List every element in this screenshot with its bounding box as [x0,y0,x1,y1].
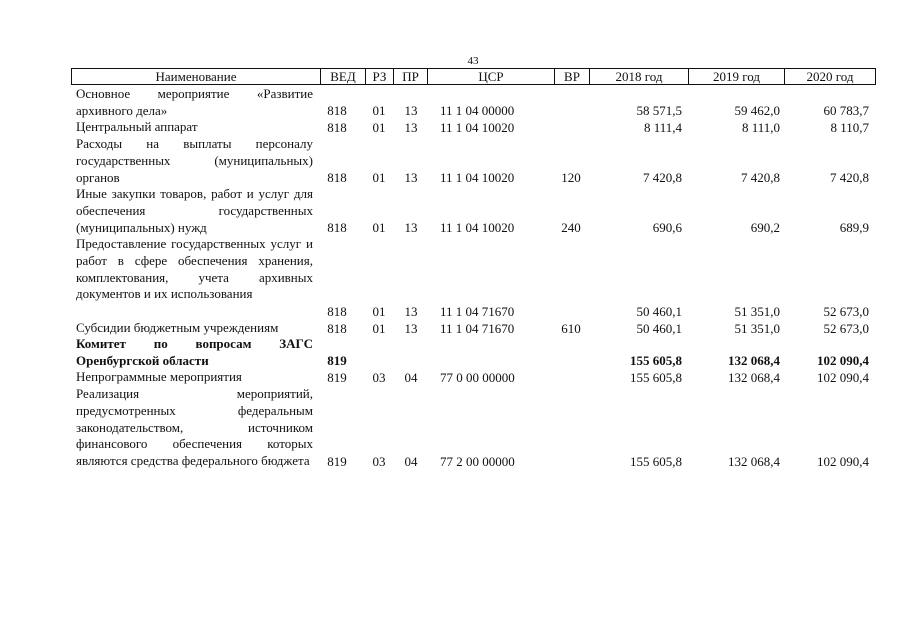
row-rz: 01 [372,103,386,118]
row-ved: 819 [327,454,347,469]
row-2018: 155 605,8 [630,454,682,469]
row-2018: 58 571,5 [636,103,682,118]
row-name: Комитет по вопросам ЗАГС Оренбургской области [76,336,313,368]
row-pr: 04 [404,370,418,385]
row-2019: 59 462,0 [734,103,780,118]
row-vr: 120 [561,170,581,185]
row-rz: 01 [372,170,386,185]
row-2019: 51 351,0 [734,321,780,336]
row-name: Иные закупки товаров, работ и услуг для обеспечения государственных (муниципальных) нужд [76,186,313,235]
row-pr: 13 [404,120,418,135]
row-ved: 819 [327,353,347,368]
row-2019: 132 068,4 [728,454,780,469]
row-2018: 7 420,8 [643,170,682,185]
row-2018: 8 111,4 [643,120,682,135]
row-2018: 50 460,1 [636,304,682,319]
row-name: Основное мероприятие «Развитие архивного дела» [76,86,313,118]
header-csr: ЦСР [427,69,554,84]
row-name: Непрограммные мероприятия [76,369,242,384]
row-name: Субсидии бюджетным учреждениям [76,320,279,335]
row-pr: 04 [404,454,418,469]
row-rz: 01 [372,120,386,135]
row-2018: 690,6 [652,220,682,235]
row-pr: 13 [404,321,418,336]
row-csr: 11 1 04 71670 [440,304,515,319]
row-ved: 818 [327,170,347,185]
row-ved: 819 [327,370,347,385]
row-pr: 13 [404,103,418,118]
row-2020: 689,9 [839,220,869,235]
row-2019: 51 351,0 [734,304,780,319]
row-2020: 60 783,7 [823,103,869,118]
header-2019: 2019 год [688,69,784,84]
row-csr: 11 1 04 10020 [440,120,515,135]
row-2018: 155 605,8 [630,370,682,385]
row-2019: 7 420,8 [741,170,780,185]
header-vr: ВР [554,69,589,84]
row-2018: 155 605,8 [630,353,682,368]
row-2020: 102 090,4 [817,454,869,469]
row-pr: 13 [404,170,418,185]
row-pr: 13 [404,304,418,319]
row-csr: 11 1 04 10020 [440,220,515,235]
row-csr: 11 1 04 00000 [440,103,515,118]
row-name: Центральный аппарат [76,119,198,134]
row-pr: 13 [404,220,418,235]
row-csr: 11 1 04 10020 [440,170,515,185]
row-rz: 03 [372,370,386,385]
header-2020: 2020 год [784,69,875,84]
row-2020: 52 673,0 [823,321,869,336]
row-2019: 132 068,4 [728,370,780,385]
row-2018: 50 460,1 [636,321,682,336]
header-rz: РЗ [365,69,393,84]
row-ved: 818 [327,304,347,319]
row-name: Предоставление государственных услуг и работ в сфере обеспечения хранения, комплектования, учета архивных документов и их использования [76,236,313,302]
row-rz: 03 [372,454,386,469]
row-vr: 240 [561,220,581,235]
row-2020: 52 673,0 [823,304,869,319]
header-pr: ПР [393,69,427,84]
row-rz: 01 [372,220,386,235]
row-ved: 818 [327,220,347,235]
row-name: Реализация мероприятий, предусмотренных федеральным законодательством, источником финансового обеспечения которых являются средства федерального бюджета [76,386,313,469]
row-2020: 7 420,8 [830,170,869,185]
row-vr: 610 [561,321,581,336]
row-2020: 102 090,4 [817,370,869,385]
row-ved: 818 [327,321,347,336]
header-2018: 2018 год [589,69,688,84]
row-name: Расходы на выплаты персоналу государственных (муниципальных) органов [76,136,313,185]
table-header [71,68,876,85]
row-rz: 01 [372,304,386,319]
header-ved: ВЕД [320,69,365,84]
row-ved: 818 [327,103,347,118]
row-csr: 77 0 00 00000 [440,370,515,385]
row-2020: 8 110,7 [830,120,869,135]
row-csr: 11 1 04 71670 [440,321,515,336]
row-rz: 01 [372,321,386,336]
page-number: 43 [467,55,479,67]
header-name: Наименование [155,69,237,84]
row-2020: 102 090,4 [817,353,869,368]
row-2019: 690,2 [750,220,780,235]
row-2019: 132 068,4 [728,353,780,368]
row-csr: 77 2 00 00000 [440,454,515,469]
row-2019: 8 111,0 [741,120,780,135]
row-ved: 818 [327,120,347,135]
